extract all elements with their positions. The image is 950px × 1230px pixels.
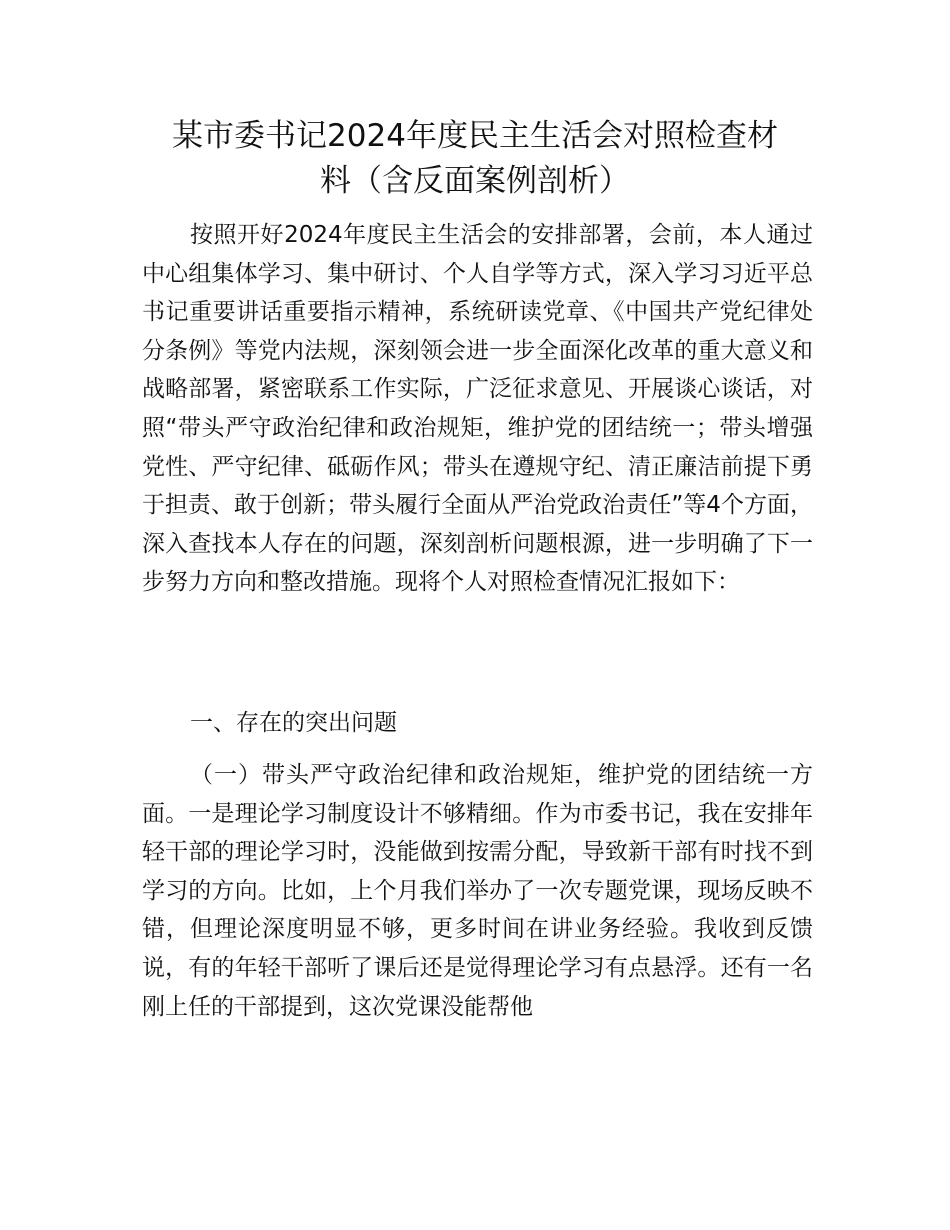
section-paragraph: （一）带头严守政治纪律和政治规矩，维护党的团结统一方面。一是理论学习制度设计不够精细。作为市委书记，我在安排年轻干部的理论学习时，没能做到按需分配，导致新干部有时找不到学习的方向。比如，上个月我们举办了一次专题党课，现场反映不错，但理论深度明显不够，更多时间在讲业务经验。我收到反馈说，有的年轻干部听了课后还是觉得理论学习有点悬浮。还有一名刚上任的干部提到，这次党课没能帮他 [142,762,813,1020]
document-title-line-1: 某市委书记2024年度民主生活会对照检查材 [172,118,778,154]
intro-paragraph: 按照开好2024年度民主生活会的安排部署，会前，本人通过中心组集体学习、集中研讨、个人自学等方式，深入学习习近平总书记重要讲话重要指示精神，系统研读党章、《中国共产党纪律处分条例》等党内法规，深刻领会进一步全面深化改革的重大意义和战略部署，紧密联系工作实际，广泛征求意见、开展谈心谈话，对照“带头严守政治纪律和政治规矩，维护党的团结统一；带头增强党性、严守纪律、砥砺作风；带头在遵规守纪、清正廉洁前提下勇于担责、敢于创新；带头履行全面从严治党政治责任”等4个方面，深入查找本人存在的问题，深刻剖析问题根源，进一步明确了下一步努力方向和整改措施。现将个人对照检查情况汇报如下： [142,222,813,596]
section-heading: 一、存在的突出问题 [190,710,397,736]
document-title [0,114,950,204]
document-title-line-2: 料（含反面案例剖析） [320,163,630,199]
